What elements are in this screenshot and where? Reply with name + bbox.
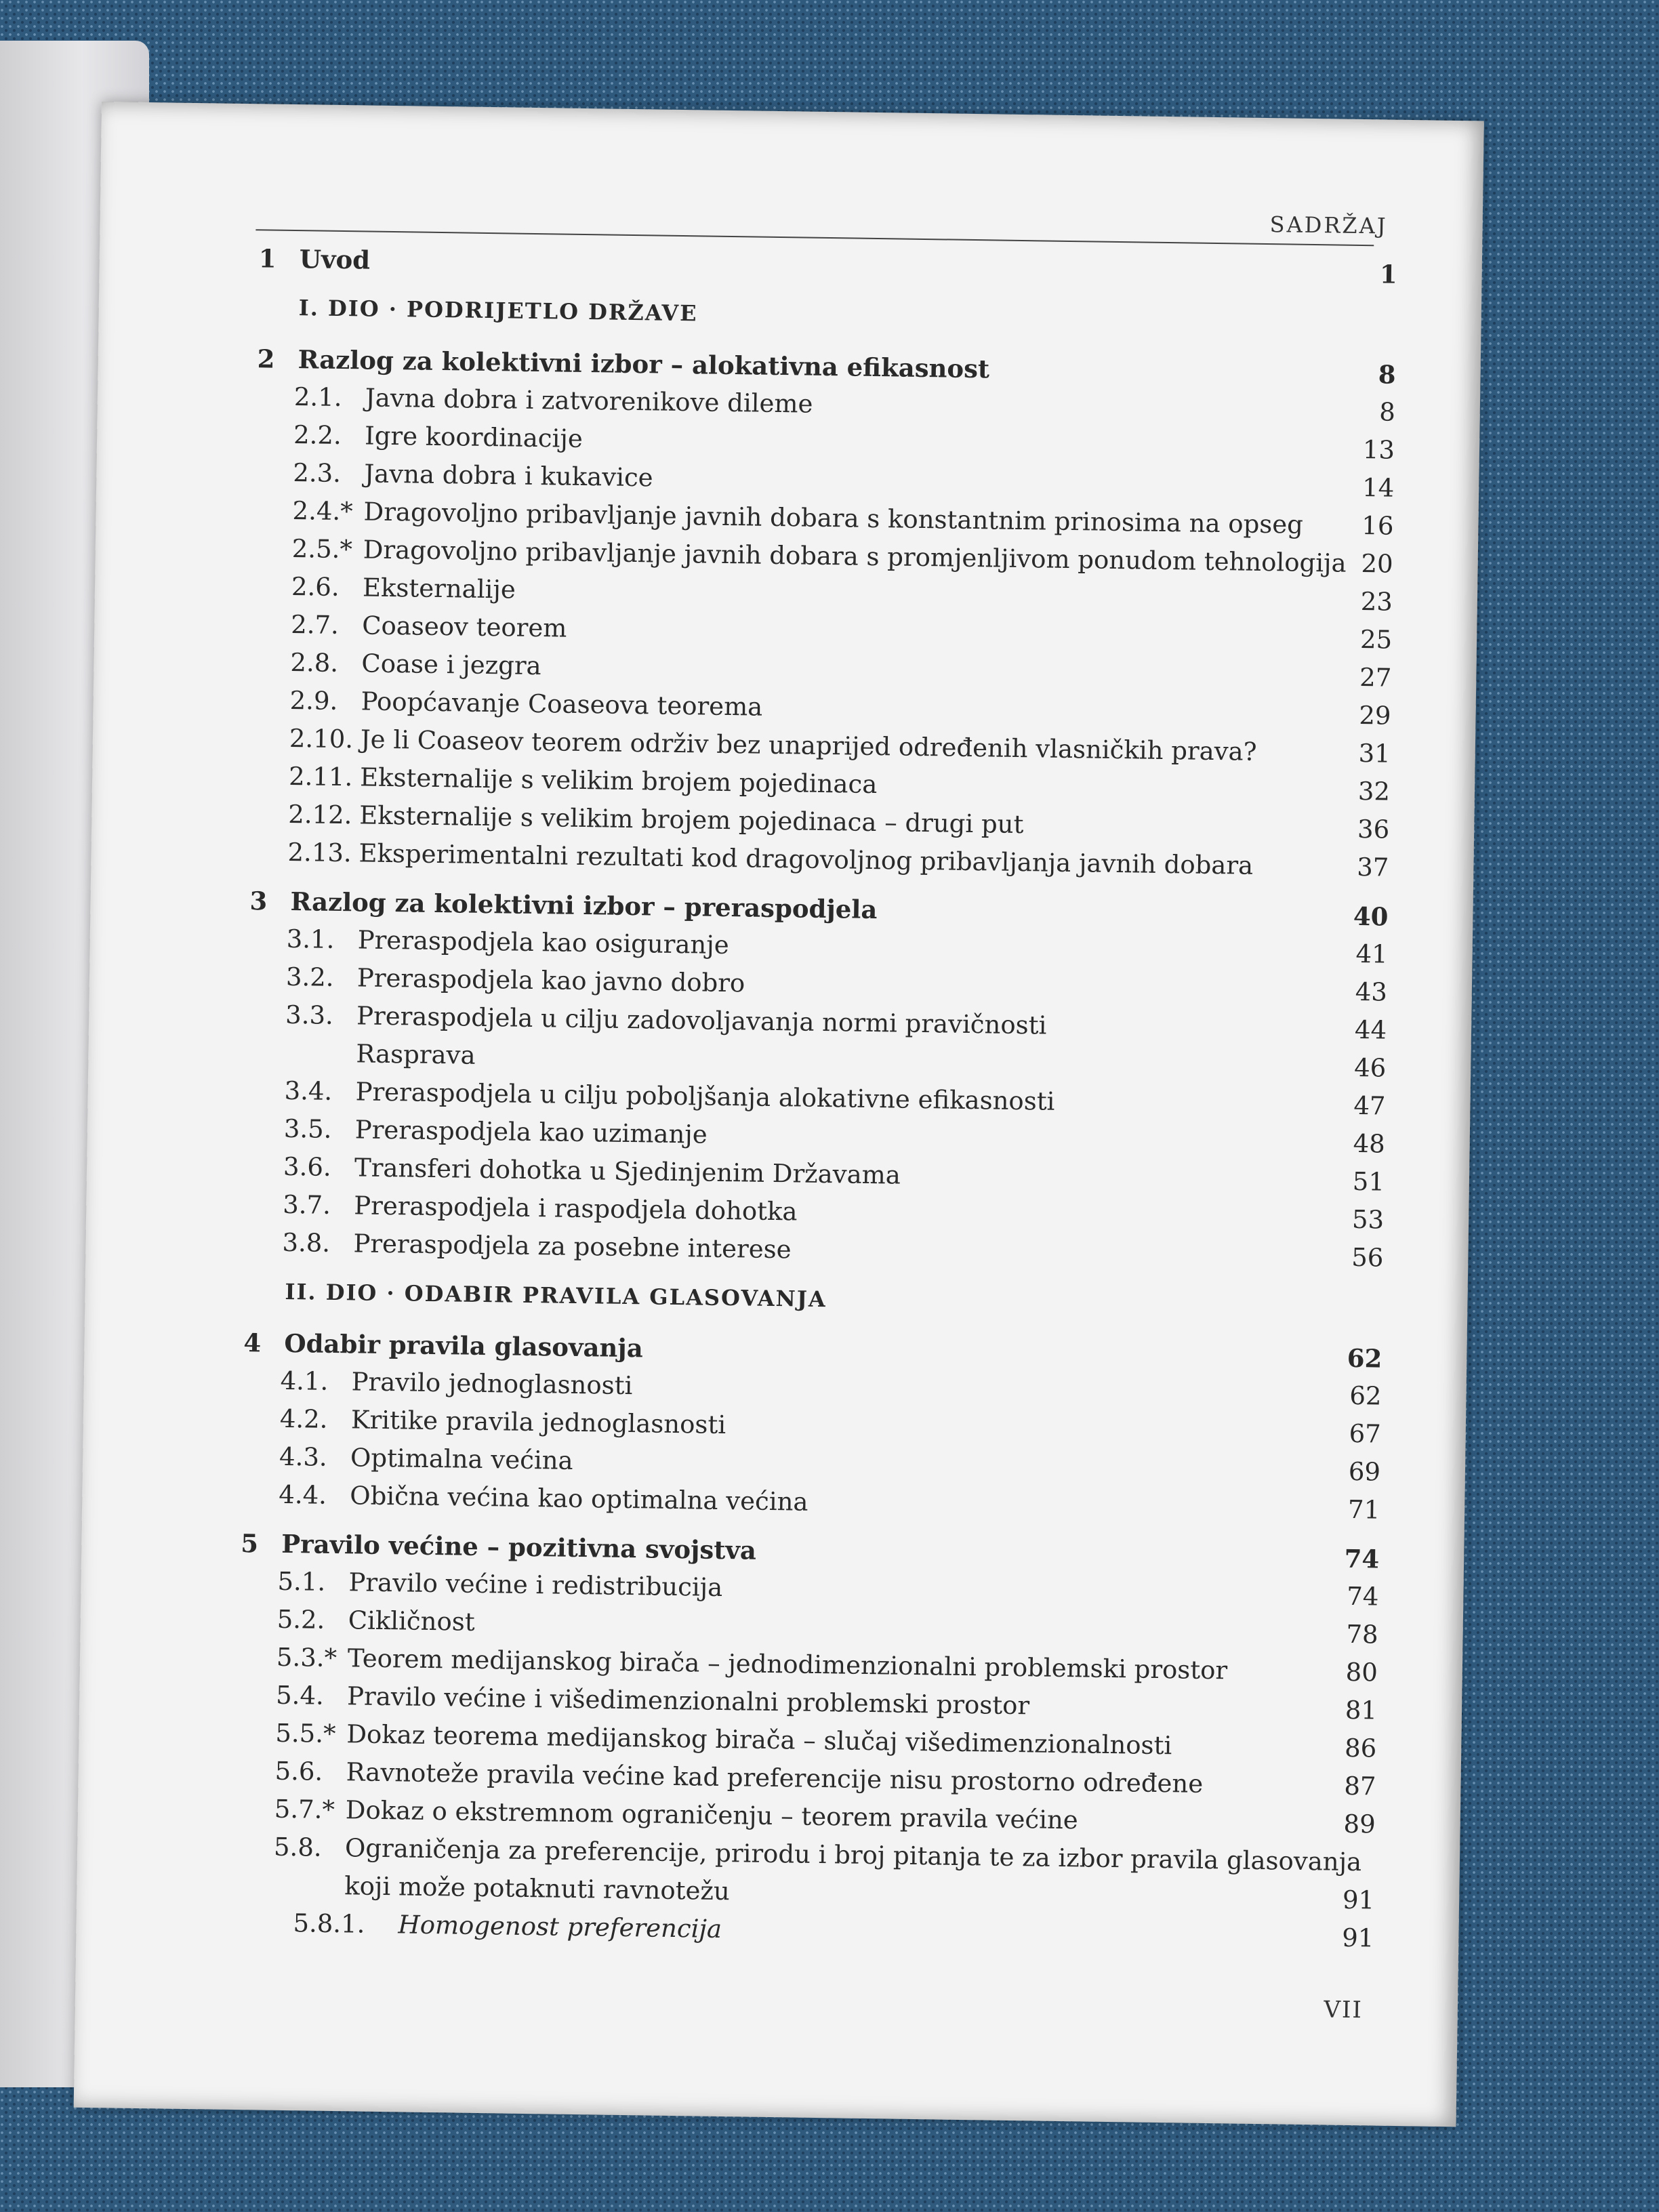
toc-number: 2.8. (290, 647, 339, 678)
toc-number: 2.6. (291, 571, 340, 602)
toc-page-number: 74 (1344, 1543, 1380, 1574)
toc-number: 2.4.* (292, 495, 354, 527)
toc-title: Dokaz teorema medijanskog birača – slučaj višedimenzionalnosti (346, 1719, 1172, 1761)
toc-page-number: 91 (1341, 1923, 1374, 1953)
toc-title: Rasprava (356, 1039, 476, 1070)
toc-page-number: 8 (1378, 397, 1396, 427)
toc-number: 5.3.* (276, 1642, 337, 1673)
toc-number: 4.4. (279, 1479, 327, 1510)
toc-page-number: 46 (1353, 1052, 1387, 1083)
toc-title: Razlog za kolektivni izbor – alokativna efikasnost (298, 344, 990, 384)
toc-number: 1 (258, 243, 276, 274)
toc-number: 4 (243, 1328, 262, 1358)
toc-title: Eksternalije s velikim brojem pojedinaca (359, 762, 878, 800)
toc-title: Optimalna većina (350, 1443, 573, 1475)
toc-title: koji može potaknuti ravnotežu (344, 1871, 731, 1906)
toc-title: Javna dobra i zatvorenikove dileme (365, 383, 813, 419)
toc-page-number: 29 (1359, 700, 1391, 731)
toc-title: Igre koordinacije (364, 421, 583, 453)
toc-number: 3.4. (284, 1076, 333, 1106)
toc-page-number: 1 (1379, 259, 1397, 289)
toc-page-number: 27 (1359, 663, 1392, 693)
toc-number: 2.5.* (291, 533, 353, 565)
toc-number: 2.12. (288, 799, 352, 830)
toc-number: 2.3. (293, 457, 342, 488)
toc-page-number: 20 (1361, 549, 1393, 579)
toc-page-number: 91 (1342, 1885, 1375, 1915)
toc-number: 5.5.* (275, 1718, 336, 1749)
toc-title: Je li Coaseov teorem održiv bez unaprijed određenih vlasničkih prava? (360, 724, 1257, 766)
toc-title: I. DIO · PODRIJETLO DRŽAVE (298, 295, 698, 327)
toc-page-number: 78 (1346, 1619, 1378, 1650)
toc-title: Teorem medijanskog birača – jednodimenzionalni problemski prostor (347, 1643, 1228, 1685)
toc-page-number: 62 (1349, 1380, 1382, 1411)
toc-page-number: 53 (1351, 1204, 1385, 1235)
toc-title: Eksternalije (362, 573, 516, 605)
toc-page-number: 56 (1351, 1242, 1384, 1273)
toc-page-number: 80 (1345, 1657, 1378, 1687)
toc-title: Obična većina kao optimalna većina (350, 1481, 808, 1517)
toc-title: Coaseov teorem (361, 611, 567, 643)
toc-title: Odabir pravila glasovanja (284, 1328, 644, 1364)
toc-number: 2.1. (293, 382, 342, 412)
toc-title: Eksternalije s velikim brojem pojedinaca – drugi put (359, 800, 1024, 840)
toc-number: 4.3. (279, 1441, 328, 1472)
toc-page-number: 48 (1353, 1128, 1386, 1159)
toc-page-number: 62 (1347, 1343, 1382, 1374)
toc-page-number: 16 (1361, 511, 1394, 541)
page-number: VII (1324, 1996, 1364, 2024)
toc-title: Pravilo većine i višedimenzionalni problemski prostor (346, 1681, 1030, 1721)
toc-page-number: 13 (1362, 435, 1395, 465)
toc-number: 3.7. (283, 1189, 331, 1220)
toc-number: 4.2. (279, 1404, 328, 1434)
toc-title: Poopćavanje Coaseova teorema (361, 687, 763, 722)
toc-page-number: 71 (1347, 1494, 1380, 1525)
toc-number: 2.13. (287, 837, 352, 868)
toc-number: 5.4. (275, 1680, 325, 1711)
toc-number: 3.2. (285, 962, 334, 992)
toc-page-number: 8 (1378, 359, 1396, 390)
toc-page-number: 32 (1357, 776, 1391, 806)
toc-number: 2 (257, 344, 275, 374)
toc-title: Preraspodjela i raspodjela dohotka (353, 1191, 798, 1227)
toc-title: Preraspodjela kao osiguranje (357, 925, 729, 960)
toc-number: 2.10. (289, 723, 354, 754)
toc-page-number: 69 (1348, 1456, 1381, 1487)
toc-title: Dragovoljno pribavljanje javnih dobara s konstantnim prinosima na opseg (363, 497, 1304, 539)
toc-page-number: 44 (1354, 1015, 1387, 1045)
toc-page-number: 74 (1346, 1581, 1379, 1612)
toc-title: Razlog za kolektivni izbor – preraspodjela (290, 886, 878, 925)
toc-page-number: 36 (1357, 814, 1390, 844)
running-header: SADRŽAJ (1269, 211, 1388, 239)
toc-title: Cikličnost (348, 1605, 475, 1637)
toc-page-number: 86 (1344, 1733, 1377, 1763)
toc-title: Preraspodjela kao javno dobro (356, 963, 745, 998)
toc-number: 3.1. (286, 924, 335, 954)
table-of-contents (235, 239, 1397, 1957)
toc-title: Ograničenja za preferencije, prirodu i broj pitanja te za izbor pravila glasovanja (344, 1833, 1362, 1877)
toc-page-number: 87 (1344, 1771, 1376, 1801)
toc-number: 3.8. (282, 1227, 331, 1258)
toc-title: Javna dobra i kukavice (364, 459, 653, 493)
toc-title: Ravnoteže pravila većine kad preferencije nisu prostorno određene (346, 1757, 1204, 1799)
toc-title: II. DIO · ODABIR PRAVILA GLASOVANJA (285, 1278, 827, 1313)
toc-title: Uvod (299, 244, 371, 275)
toc-title: Transferi dohotka u Sjedinjenim Državama (354, 1153, 901, 1190)
toc-page-number: 43 (1355, 977, 1388, 1007)
toc-number: 3.3. (285, 1000, 334, 1030)
toc-page-number: 40 (1353, 901, 1389, 932)
toc-page-number: 37 (1357, 852, 1389, 882)
toc-number: 3.5. (283, 1113, 332, 1144)
toc-title: Eksperimentalni rezultati kod dragovoljnog pribavljanja javnih dobara (359, 838, 1254, 880)
toc-page-number: 31 (1358, 738, 1391, 769)
toc-number: 5.1. (277, 1566, 326, 1597)
toc-number: 5.2. (276, 1604, 325, 1635)
toc-title: Kritike pravila jednoglasnosti (350, 1405, 726, 1440)
toc-title: Preraspodjela u cilju zadovoljavanja normi pravičnosti (356, 1001, 1047, 1040)
toc-title: Coase i jezgra (361, 649, 541, 681)
toc-title: Pravilo većine – pozitivna svojstva (281, 1528, 757, 1565)
toc-number: 5 (241, 1528, 259, 1559)
toc-number: 2.2. (293, 420, 342, 450)
toc-number: 5.7.* (274, 1794, 335, 1825)
toc-page-number: 81 (1345, 1695, 1378, 1725)
toc-page-number: 14 (1361, 473, 1395, 503)
toc-page-number: 25 (1359, 625, 1393, 655)
toc-number: 5.8.1. (293, 1908, 365, 1939)
toc-title: Pravilo većine i redistribucija (348, 1568, 723, 1603)
toc-title: Preraspodjela za posebne interese (353, 1229, 792, 1265)
toc-number: 2.9. (289, 685, 338, 716)
toc-number: 2.7. (290, 609, 340, 640)
toc-number: 2.11. (288, 761, 353, 792)
book-page (74, 102, 1484, 2127)
toc-number: 5.6. (274, 1756, 323, 1786)
toc-page-number: 47 (1353, 1090, 1386, 1121)
toc-number: 3 (249, 886, 268, 916)
toc-number: 5.8. (273, 1832, 322, 1862)
toc-number: 3.6. (283, 1151, 331, 1182)
toc-title: Homogenost preferencija (398, 1910, 722, 1944)
toc-page-number: 51 (1352, 1166, 1385, 1197)
toc-page-number: 23 (1360, 587, 1393, 617)
toc-page-number: 89 (1343, 1809, 1376, 1839)
toc-title: Preraspodjela kao uzimanje (354, 1115, 708, 1149)
toc-title: Pravilo jednoglasnosti (351, 1367, 633, 1401)
toc-title: Dokaz o ekstremnom ograničenju – teorem pravila većine (345, 1795, 1079, 1835)
toc-page-number: 67 (1349, 1418, 1382, 1449)
toc-number: 4.1. (280, 1366, 329, 1396)
toc-page-number: 41 (1355, 939, 1388, 969)
toc-title: Dragovoljno pribavljanje javnih dobara s promjenljivom ponudom tehnologija (363, 535, 1347, 578)
toc-title: Preraspodjela u cilju poboljšanja alokativne efikasnosti (355, 1077, 1055, 1116)
